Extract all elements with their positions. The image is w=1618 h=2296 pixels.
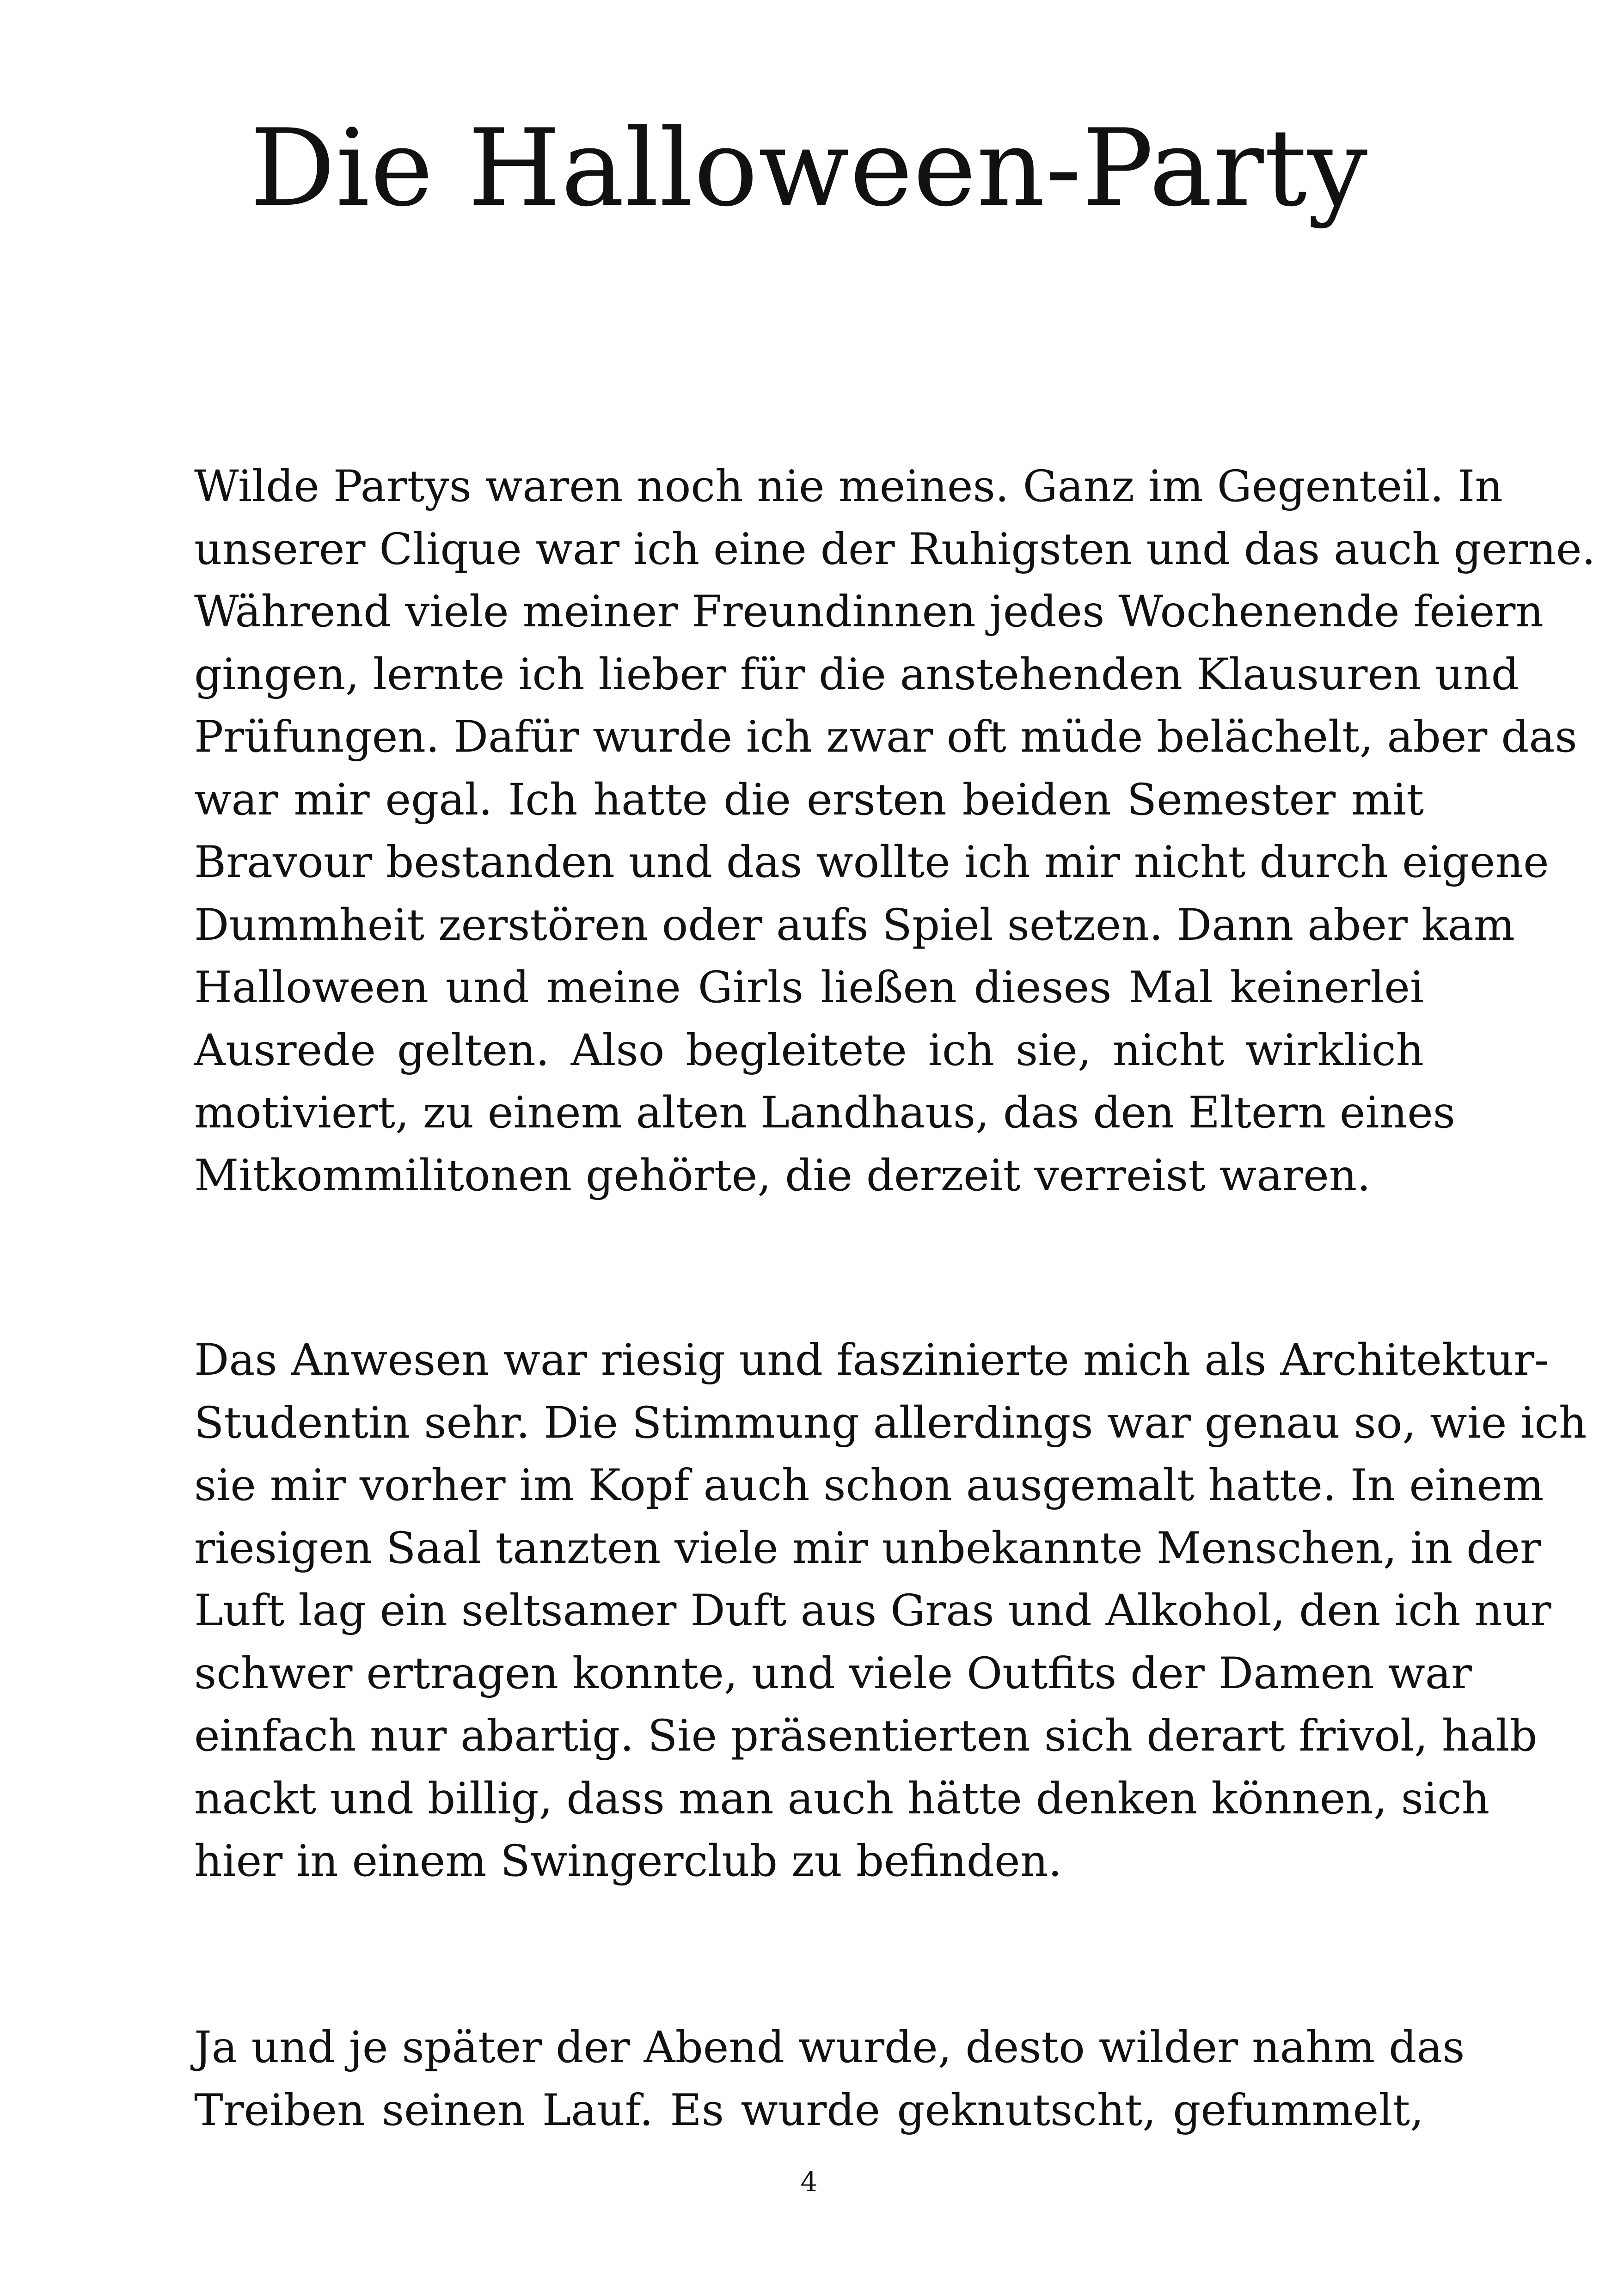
text-line: Mitkommilitonen gehörte, die derzeit verreist waren. [194,1150,1371,1201]
text-line: Studentin sehr. Die Stimmung allerdings war genau so, wie ich [194,1397,1587,1448]
text-line: riesigen Saal tanzten viele mir unbekannte Menschen, in der [194,1523,1541,1574]
text-line: sie mir vorher im Kopf auch schon ausgemalt hatte. In einem [194,1460,1544,1511]
text-line: hier in einem Swingerclub zu befinden. [194,1836,1062,1886]
paragraph-3 [194,2016,1465,2142]
text-line: Prüfungen. Dafür wurde ich zwar oft müde belächelt, aber das [194,712,1577,762]
paragraph-1 [194,455,1596,1207]
text-line: Bravour bestanden und das wollte ich mir nicht durch eigene [194,837,1549,888]
text-line: Während viele meiner Freundinnen jedes Wochenende feiern [194,587,1544,637]
text-line: unserer Clique war ich eine der Ruhigsten und das auch gerne. [194,524,1596,575]
text-line: motiviert, zu einem alten Landhaus, das den Eltern eines [194,1088,1455,1138]
text-line: war mir egal. Ich hatte die ersten beiden Semester mit [194,774,1424,825]
page-number: 4 [800,2166,818,2198]
text-line: Ja und je später der Abend wurde, desto wilder nahm das [194,2022,1465,2073]
text-line: Dummheit zerstören oder aufs Spiel setzen. Dann aber kam [194,900,1515,950]
text-line: gingen, lernte ich lieber für die anstehenden Klausuren und [194,649,1519,700]
text-line: Treiben seinen Lauf. Es wurde geknutscht, gefummelt, [194,2085,1424,2136]
text-line: Luft lag ein seltsamer Duft aus Gras und Alkohol, den ich nur [194,1586,1551,1636]
chapter-title: Die Halloween-Party [250,107,1368,230]
text-line: Halloween und meine Girls ließen dieses Mal keinerlei [194,962,1424,1013]
text-line: einfach nur abartig. Sie präsentierten sich derart frivol, halb [194,1711,1538,1761]
text-line: schwer ertragen konnte, und viele Outfits der Damen war [194,1648,1472,1699]
text-line: Wilde Partys waren noch nie meines. Ganz im Gegenteil. In [194,461,1503,512]
text-line: Das Anwesen war riesig und faszinierte mich als Architektur- [194,1335,1549,1385]
text-line: nackt und billig, dass man auch hätte denken können, sich [194,1773,1490,1824]
paragraph-2 [194,1329,1587,1893]
text-line: Ausrede gelten. Also begleitete ich sie, nicht wirklich [194,1025,1424,1076]
